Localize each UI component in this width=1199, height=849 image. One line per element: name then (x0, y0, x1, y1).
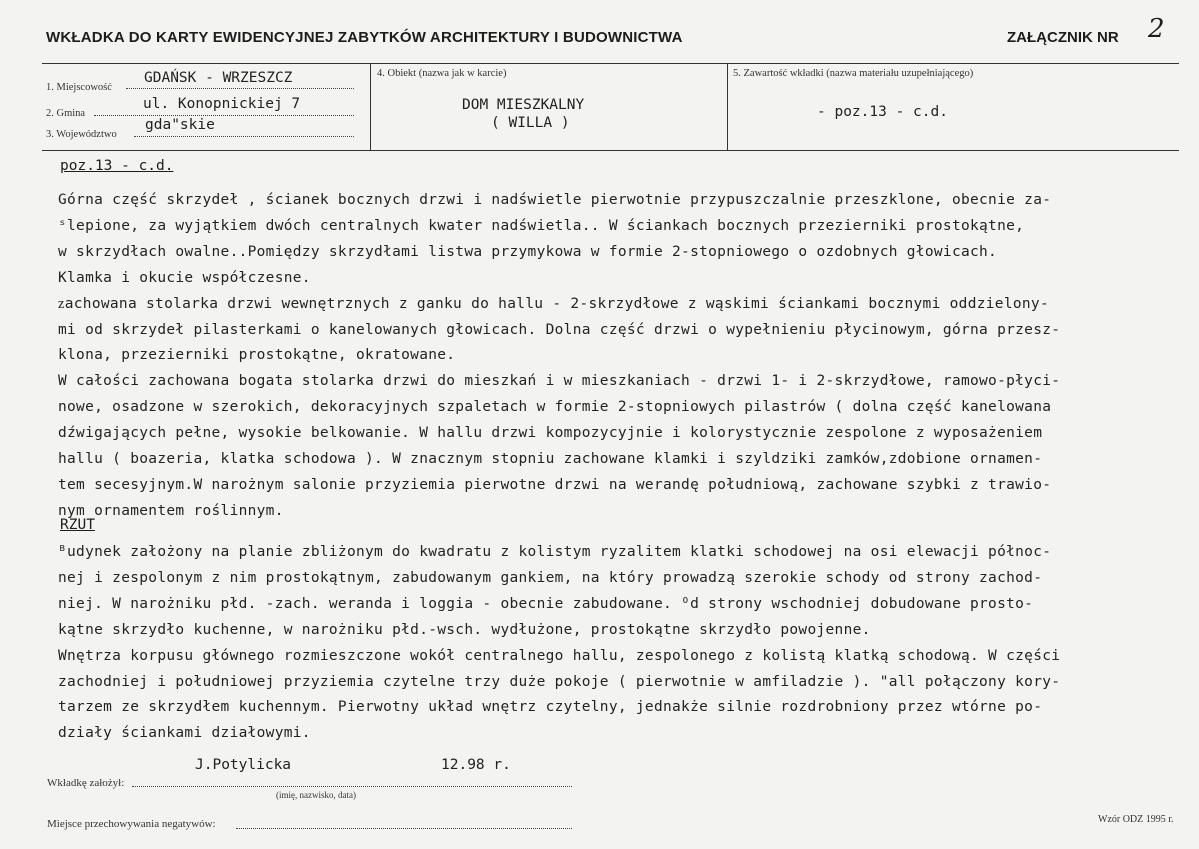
text-line: niej. W narożniku płd. -zach. weranda i loggia - obecnie zabudowane. ᴼd strony wschodniej dobudowane prosto- (58, 595, 1034, 612)
dotted-line (94, 115, 354, 116)
zalozyl-hint: (imię, nazwisko, data) (276, 790, 356, 800)
dotted-line (134, 136, 354, 137)
text-line: ᴢachowana stolarka drzwi wewnętrznych z ganku do hallu - 2-skrzydłowe z wąskimi ściankami bocznymi oddzielony- (58, 295, 1049, 312)
field-label-zawartosc: 5. Zawartość wkładki (nazwa materiału uzupełniającego) (733, 68, 974, 79)
text-line: Klamka i okucie współczesne. (58, 269, 311, 286)
author-date: 12.98 r. (441, 757, 511, 773)
attachment-label: ZAŁĄCZNIK NR (1007, 29, 1119, 46)
field-value-miejscowosc: GDAŃSK - WRZESZCZ (144, 70, 293, 86)
field-label-miejscowosc: 1. Miejscowość (46, 82, 112, 93)
attachment-number: 2 (1148, 14, 1165, 44)
divider-line (370, 63, 371, 151)
field-value-obiekt-line2: ( WILLA ) (491, 115, 570, 131)
description-paragraph (58, 188, 1198, 525)
text-line: nym ornamentem roślinnym. (58, 502, 284, 519)
zalozyl-label: Wkładkę założył: (47, 777, 125, 789)
divider-line (727, 63, 728, 151)
document-title: WKŁADKA DO KARTY EWIDENCYJNEJ ZABYTKÓW ARCHITEKTURY I BUDOWNICTWA (46, 29, 683, 46)
text-line: Górna część skrzydeł , ścianek bocznych drzwi i nadświetle pierwotnie przypuszczalnie przeszklone, obecnie za- (58, 192, 1052, 208)
text-line: mi od skrzydeł pilasterkami o kanelowanych głowicach. Dolna część drzwi o wypełnieniu płycinowym, górna przesz- (58, 321, 1061, 338)
rzut-heading: RZUT (60, 517, 95, 533)
field-label-obiekt: 4. Obiekt (nazwa jak w karcie) (377, 68, 507, 79)
text-line: tarzem ze skrzydłem kuchennym. Pierwotny układ wnętrz czytelny, jednakże silnie rozdrobniony przez wtórne po- (58, 699, 1043, 716)
text-line: ᴮudynek założony na planie zbliżonym do kwadratu z kolistym ryzalitem klatki schodowej na osi elewacji północ- (58, 544, 1052, 560)
text-line: klona, przezierniki prostokątne, okratowane. (58, 347, 456, 364)
text-line: ˢlepione, za wyjątkiem dwóch centralnych kwater nadświetla.. W ściankach bocznych przezierniki prostokątne, (58, 217, 1025, 234)
text-line: nowe, osadzone w szerokich, dekoracyjnych szpaletach w formie 2-stopniowych pilastrów ( dolna część kanelowana (58, 399, 1052, 416)
field-label-wojewodztwo: 3. Województwo (46, 129, 117, 140)
text-line: zachodniej i południowej przyziemia czytelne trzy duże pokoje ( pierwotnie w amfiladzie ). "all połączony kory- (58, 673, 1061, 690)
author-name: J.Potylicka (195, 757, 292, 773)
text-line: hallu ( boazeria, klatka schodowa ). W znacznym stopniu zachowane klamki i szyldziki zamków,zdobione ornamen- (58, 451, 1043, 468)
field-value-zawartosc: - poz.13 - c.d. (817, 104, 948, 120)
negatywy-label: Miejsce przechowywania negatywów: (47, 818, 216, 830)
text-line: W całości zachowana bogata stolarka drzwi do mieszkań i w mieszkaniach - drzwi 1- i 2-skrzydłowe, ramowo-płyci- (58, 373, 1061, 390)
text-line: dźwigających pełne, wysokie belkowanie. W hallu drzwi kompozycyjnie i kolorystycznie zespolone z wyposażeniem (58, 425, 1043, 442)
text-line: działy ściankami działowymi. (58, 725, 311, 742)
text-line: kątne skrzydło kuchenne, w narożniku płd.-wsch. wydłużone, prostokątne skrzydło powojenne. (58, 621, 871, 638)
dotted-line (126, 88, 354, 89)
text-line: nej i zespolonym z nim prostokątnym, zabudowanym gankiem, na który prowadzą szerokie schody od strony zachod- (58, 569, 1043, 586)
field-value-gmina: ul. Konopnickiej 7 (143, 96, 301, 112)
text-line: Wnętrza korpusu głównego rozmieszczone wokół centralnego hallu, zespolonego z kolistą klatką schodową. W części (58, 647, 1061, 664)
field-value-wojewodztwo: gda"skie (145, 117, 215, 133)
text-line: w skrzydłach owalne..Pomiędzy skrzydłami listwa przymykowa w formie 2-stopniowego o ozdobnych głowicach. (58, 243, 998, 260)
field-value-obiekt-line1: DOM MIESZKALNY (462, 97, 585, 113)
text-line: tem secesyjnym.W narożnym salonie przyziemia pierwotne drzwi na werandę południową, zachowane szybki z trawio- (58, 476, 1052, 493)
field-label-gmina: 2. Gmina (46, 108, 86, 119)
dotted-line (236, 828, 572, 829)
dotted-line (132, 786, 572, 787)
form-version: Wzór ODZ 1995 r. (1098, 814, 1174, 825)
section-heading: poz.13 - c.d. (60, 158, 174, 174)
plan-paragraph (58, 540, 1198, 747)
